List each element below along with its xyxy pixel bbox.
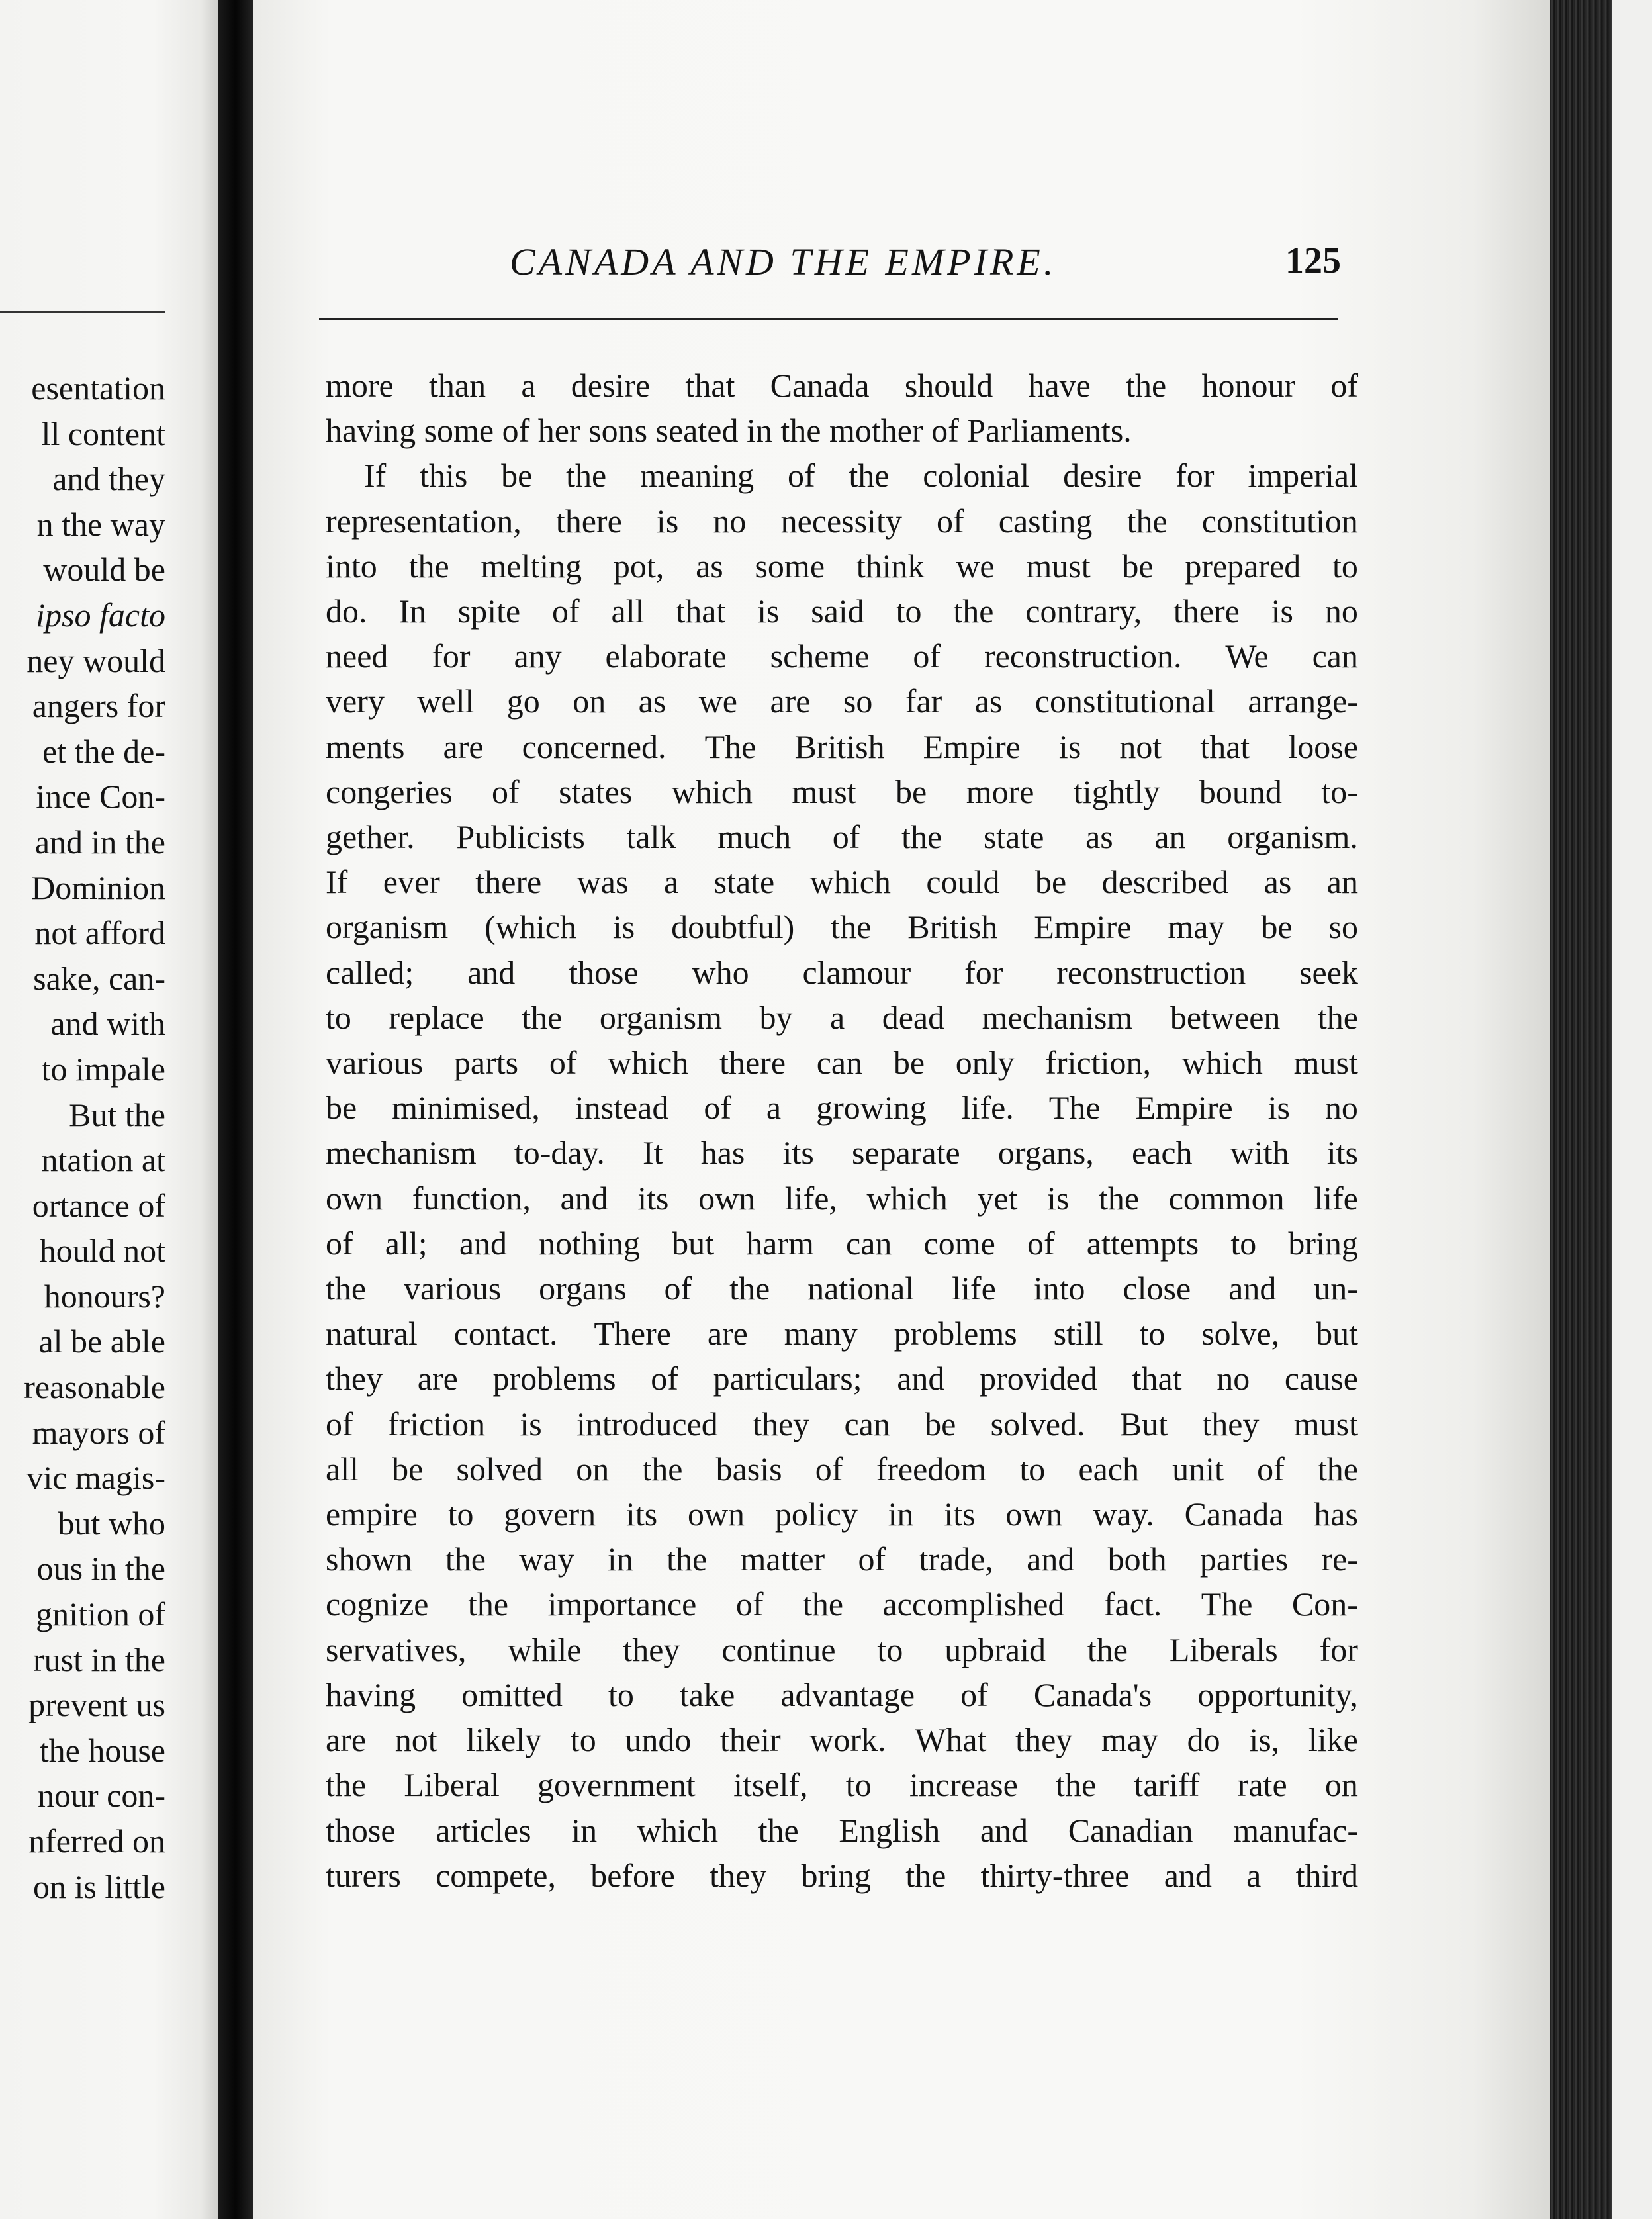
text-line: hould not [39, 1232, 165, 1270]
text-line: need for any elaborate scheme of reconstruction. We can [326, 637, 1358, 675]
text-line: ll content [41, 414, 165, 452]
text-line: organism (which is doubtful) the British Empire may be so [326, 908, 1358, 946]
text-line: be minimised, instead of a growing life. The Empire is no [326, 1089, 1358, 1127]
text-line: et the de- [42, 732, 165, 770]
text-line: esentation [31, 369, 165, 406]
text-line: n the way [36, 505, 165, 543]
text-line: of friction is introduced they can be solved. But they must [326, 1405, 1358, 1442]
text-line: and they [52, 460, 165, 498]
text-line: nferred on [28, 1822, 165, 1860]
text-line: al be able [38, 1323, 165, 1360]
text-line: honours? [44, 1277, 165, 1315]
text-line: all be solved on the basis of freedom to each unit of the [326, 1450, 1358, 1487]
text-line: having some of her sons seated in the mother of Parliaments. [326, 412, 1132, 449]
text-line: turers compete, before they bring the thirty-three and a third [326, 1856, 1358, 1894]
text-line: shown the way in the matter of trade, and both parties re- [326, 1540, 1358, 1578]
text-line: those articles in which the English and Canadian manufac- [326, 1811, 1358, 1849]
text-line: mayors of [32, 1413, 165, 1451]
text-line: ous in the [36, 1550, 165, 1587]
text-line: on is little [33, 1867, 165, 1905]
text-line: and in the [34, 823, 165, 861]
text-line: of all; and nothing but harm can come of attempts to bring [326, 1224, 1358, 1262]
text-line: ntation at [41, 1141, 165, 1179]
facing-page [0, 0, 218, 2219]
text-line: the Liberal government itself, to increase the tariff rate on [326, 1766, 1358, 1804]
text-line: do. In spite of all that is said to the contrary, there is no [326, 592, 1358, 630]
text-line: would be [43, 551, 165, 589]
text-line: the various organs of the national life into close and un- [326, 1270, 1358, 1307]
text-line: nour con- [38, 1777, 165, 1815]
text-line: ments are concerned. The British Empire is not that loose [326, 728, 1358, 765]
text-line: rust in the [33, 1640, 165, 1678]
header-rule [319, 318, 1338, 320]
text-line: empire to govern its own policy in its own way. Canada has [326, 1495, 1358, 1533]
text-line: more than a desire that Canada should have the honour of [326, 367, 1358, 404]
text-line: to impale [41, 1050, 165, 1088]
text-line: but who [58, 1504, 165, 1542]
text-line: gether. Publicists talk much of the state as an organism. [326, 818, 1358, 856]
text-line: various parts of which there can be only friction, which must [326, 1044, 1358, 1082]
text-line: reasonable [24, 1368, 165, 1406]
text-line: congeries of states which must be more tightly bound to- [326, 773, 1358, 810]
text-line: angers for [32, 687, 165, 725]
page-number: 125 [1285, 240, 1341, 281]
text-line: cognize the importance of the accomplished fact. The Con- [326, 1585, 1358, 1623]
text-line: But the [69, 1096, 165, 1133]
text-line: the house [39, 1731, 165, 1769]
text-line: If this be the meaning of the colonial desire for imperial [364, 457, 1358, 495]
text-line: ipso facto [36, 596, 165, 634]
text-line: into the melting pot, as some think we must be prepared to [326, 547, 1358, 585]
running-head [253, 240, 1550, 293]
text-line: ince Con- [36, 778, 165, 816]
page-edges [1550, 0, 1652, 2219]
text-line: they are problems of particulars; and provided that no cause [326, 1360, 1358, 1397]
text-line: ney would [26, 641, 165, 679]
text-line: Dominion [31, 869, 165, 906]
main-page [253, 0, 1550, 2219]
running-title: CANADA AND THE EMPIRE. [510, 240, 1057, 283]
text-line: are not likely to undo their work. What they may do is, like [326, 1721, 1358, 1759]
facing-page-rule [0, 311, 165, 313]
text-line: having omitted to take advantage of Canada's opportunity, [326, 1676, 1358, 1713]
text-line: very well go on as we are so far as constitutional arrange- [326, 683, 1358, 720]
text-line: gnition of [36, 1595, 165, 1633]
text-line: called; and those who clamour for reconstruction seek [326, 953, 1358, 991]
text-line: mechanism to-day. It has its separate organs, each with its [326, 1134, 1358, 1172]
text-line: servatives, while they continue to upbraid the Liberals for [326, 1630, 1358, 1668]
text-line: and with [50, 1005, 165, 1043]
text-line: own function, and its own life, which yet is the common life [326, 1179, 1358, 1217]
book-gutter [218, 0, 253, 2219]
text-line: sake, can- [33, 959, 165, 997]
text-line: representation, there is no necessity of casting the constitution [326, 502, 1358, 540]
body-text [326, 363, 1358, 1898]
text-line: vic magis- [26, 1459, 165, 1497]
text-line: prevent us [28, 1686, 165, 1724]
text-line: not afford [34, 914, 165, 952]
text-line: ortance of [32, 1186, 165, 1224]
text-line: natural contact. There are many problems still to solve, but [326, 1315, 1358, 1352]
text-line: to replace the organism by a dead mechanism between the [326, 998, 1358, 1036]
text-line: If ever there was a state which could be described as an [326, 863, 1358, 901]
facing-page-text [24, 365, 165, 1909]
